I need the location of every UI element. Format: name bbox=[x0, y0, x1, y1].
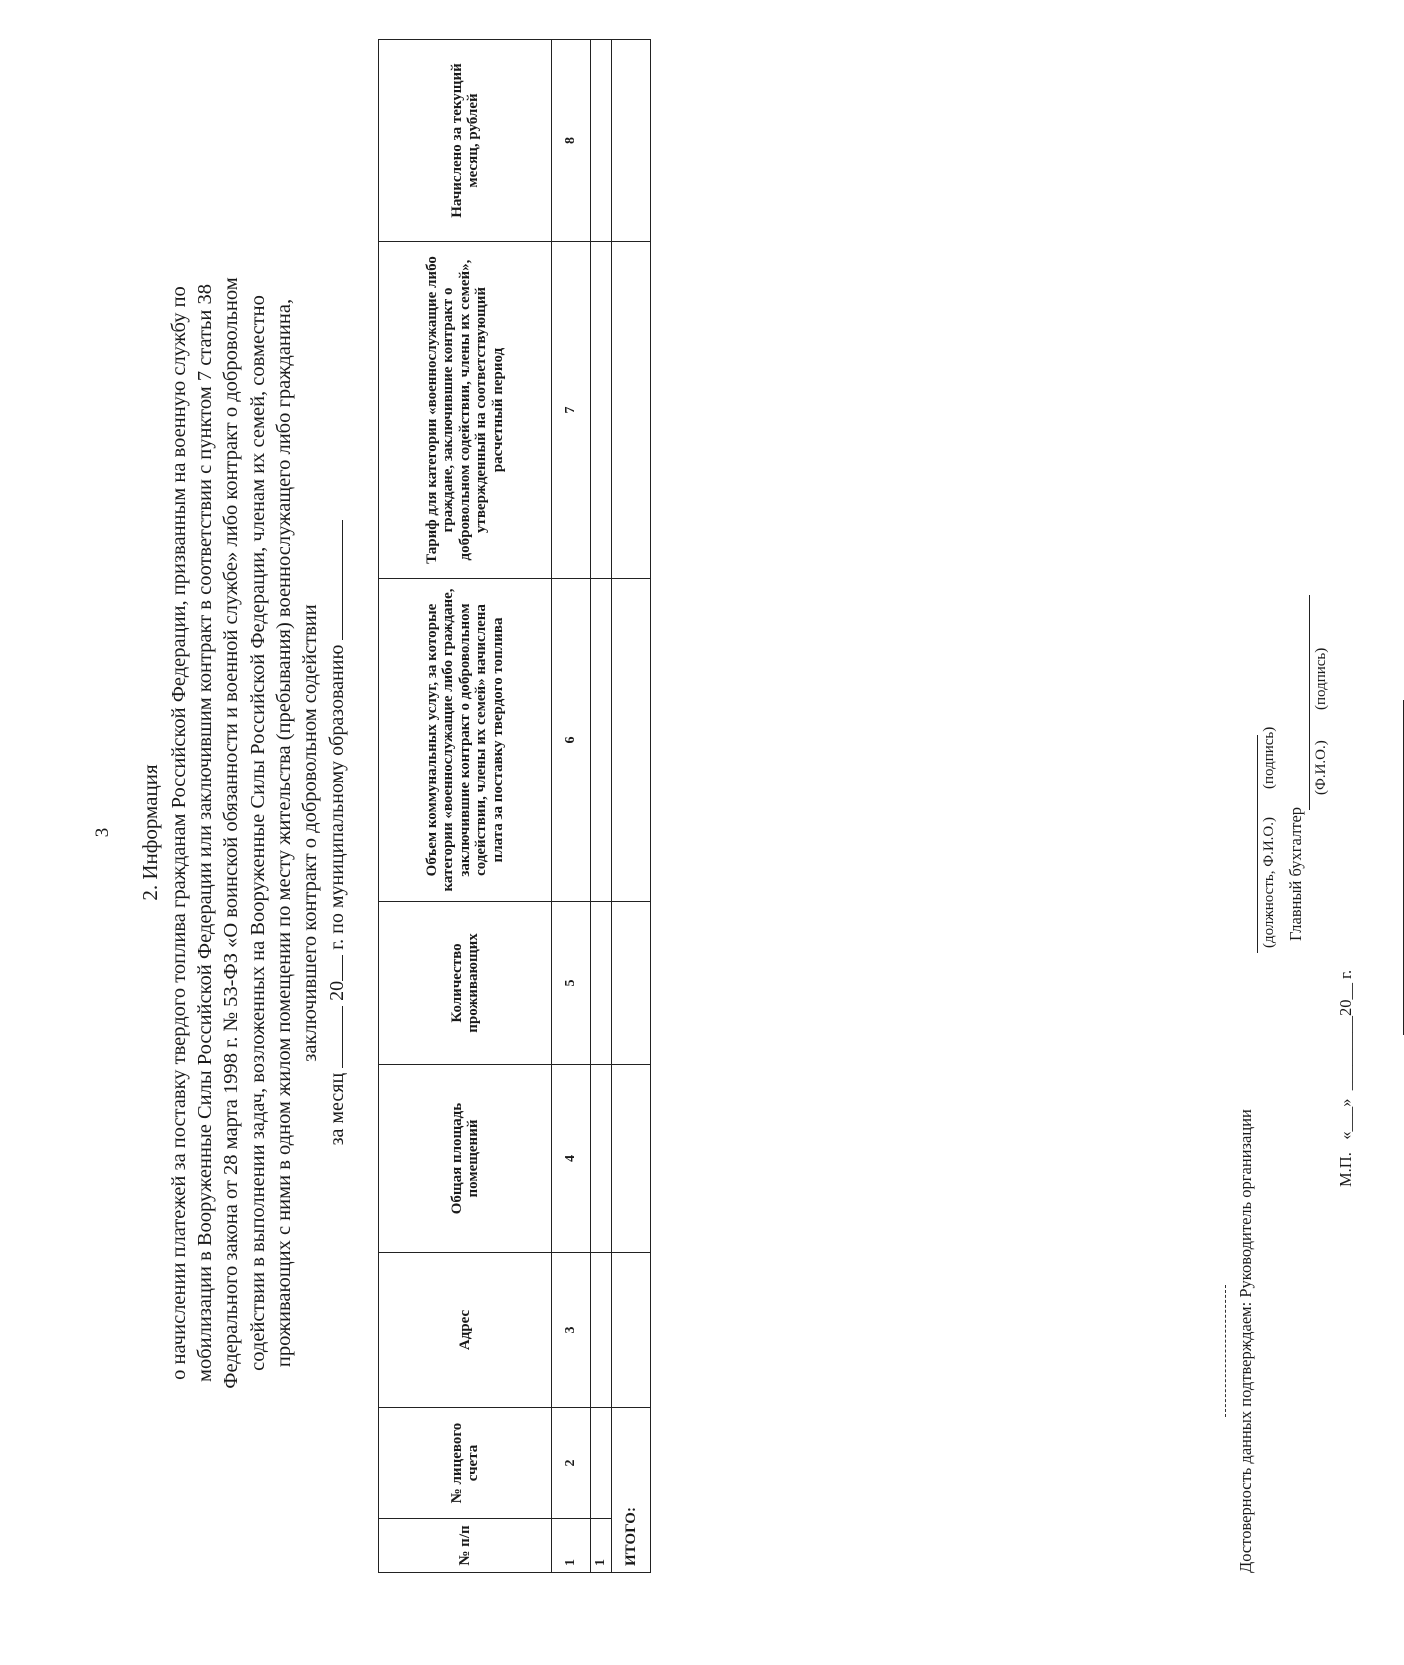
column-number: 8 bbox=[552, 40, 591, 242]
total-label: ИТОГО: bbox=[612, 1408, 651, 1573]
municipality-blank bbox=[324, 520, 343, 640]
table-cell bbox=[591, 40, 612, 242]
month-blank bbox=[324, 1006, 343, 1068]
table-header-row bbox=[379, 40, 552, 1573]
header-account-number: № лицевого счета bbox=[379, 1408, 552, 1519]
footnote-separator bbox=[1225, 1285, 1226, 1417]
table-cell bbox=[612, 579, 651, 902]
intro-line: мобилизации в Вооруженные Силы Российской Федерации или заключившим контракт в соответствии с пунктом 7 статьи 38 bbox=[194, 284, 217, 1382]
confirmation-text: Достоверность данных подтверждаем: Руководитель организации bbox=[1236, 1109, 1255, 1573]
intro-line: заключившего контракт о добровольном содействии bbox=[299, 604, 322, 1062]
table-cell bbox=[591, 1408, 612, 1519]
intro-line: проживающих с ними в одном жилом помещении по месту жительства (пребывания) военнослужащего либо гражданина, bbox=[272, 298, 295, 1368]
table-row bbox=[591, 40, 612, 1573]
page-number: 3 bbox=[92, 827, 113, 838]
header-row-number: № п/п bbox=[379, 1519, 552, 1573]
intro-line: содействии в выполнении задач, возложенных на Вооруженные Силы Российской Федерации, членам их семей, совместно bbox=[246, 295, 269, 1371]
director-signature-caption: (подпись) bbox=[1261, 726, 1277, 789]
payments-table bbox=[378, 39, 651, 1573]
column-number: 7 bbox=[552, 242, 591, 579]
intro-line: о начислении платежей за поставку твердого топлива гражданам Российской Федерации, призванным на военную службу по bbox=[168, 286, 190, 1380]
column-number: 1 bbox=[552, 1519, 591, 1573]
year-prefix: 20 bbox=[326, 980, 348, 1001]
header-tariff: Тариф для категории «военнослужащие либо граждане, заключившие контракт о добровольном содействии, члены их семей», утвержденный на соответствующий расчетный период bbox=[379, 242, 552, 579]
chief-accountant-label: Главный бухгалтер bbox=[1286, 806, 1305, 941]
period-prefix: за месяц bbox=[326, 1072, 348, 1146]
period-line bbox=[324, 0, 349, 1665]
stamp-date-line: М.П. «___» _________20__ г. bbox=[1336, 969, 1355, 1187]
header-total-area: Общая площадь помещений bbox=[379, 1065, 552, 1253]
total-row bbox=[612, 40, 651, 1573]
header-address: Адрес bbox=[379, 1253, 552, 1408]
header-residents-count: Количество проживающих bbox=[379, 902, 552, 1065]
document-heading: 2. Информация bbox=[138, 764, 162, 901]
accountant-signature-line bbox=[1309, 595, 1310, 810]
table-cell bbox=[612, 242, 651, 579]
accountant-signature-caption: (подпись) bbox=[1313, 647, 1329, 710]
accountant-name-caption: (Ф.И.О.) bbox=[1313, 740, 1329, 795]
column-number: 3 bbox=[552, 1253, 591, 1408]
column-number: 5 bbox=[552, 902, 591, 1065]
table-cell bbox=[612, 1253, 651, 1408]
intro-line: Федерального закона от 28 марта 1998 г. № 53-ФЗ «О воинской обязанности и военной службе» либо контракт о добровольном bbox=[220, 277, 243, 1389]
director-role-caption: (должность, Ф.И.О.) bbox=[1261, 817, 1277, 948]
header-accrued-amount: Начислено за текущий месяц, рублей bbox=[379, 40, 552, 242]
table-cell bbox=[612, 902, 651, 1065]
intro-paragraph bbox=[166, 215, 323, 1451]
table-cell bbox=[612, 40, 651, 242]
column-number: 4 bbox=[552, 1065, 591, 1253]
header-service-volume: Объем коммунальных услуг, за которые категории «военнослужащие либо граждане, заключившие контракт о добровольном содействии, члены их семей» начислена плата за поставку твердого топлива bbox=[379, 579, 552, 902]
table-cell bbox=[591, 902, 612, 1065]
table-cell bbox=[591, 1065, 612, 1253]
column-number: 6 bbox=[552, 579, 591, 902]
row-number-cell: 1 bbox=[591, 1519, 612, 1573]
period-suffix: г. по муниципальному образованию bbox=[326, 644, 348, 950]
table-cell bbox=[591, 242, 612, 579]
director-signature-line bbox=[1257, 735, 1258, 953]
table-cell bbox=[591, 1253, 612, 1408]
column-number-row bbox=[552, 40, 591, 1573]
column-number: 2 bbox=[552, 1408, 591, 1519]
table-cell bbox=[612, 1065, 651, 1253]
table-cell bbox=[591, 579, 612, 902]
year-blank bbox=[324, 955, 343, 981]
